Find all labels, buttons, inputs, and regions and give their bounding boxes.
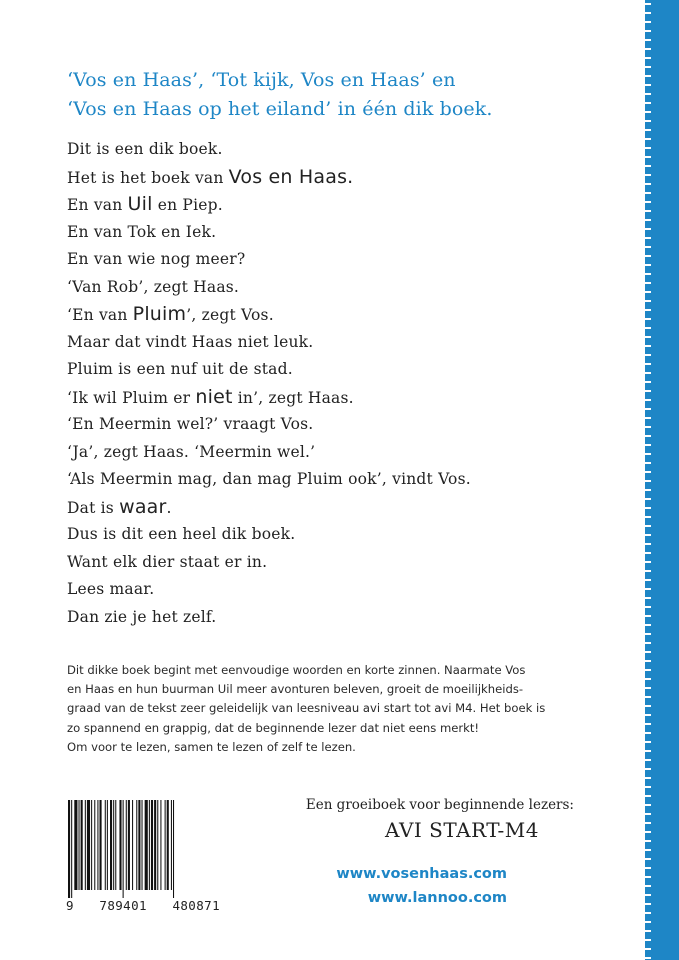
blurb-line: zo spannend en grappig, dat de beginnende lezer dat niet eens merkt! <box>67 720 480 735</box>
poem-text-part: ’, zegt Vos. <box>186 306 274 324</box>
blurb-line: en Haas en hun buurman Uil meer avonturen beleven, groeit de moeilijkheids- <box>67 682 524 697</box>
barcode <box>66 800 222 898</box>
barcode-bar <box>119 800 121 890</box>
barcode-bar <box>165 800 166 890</box>
barcode-bar <box>126 800 127 890</box>
barcode-bar <box>68 800 70 898</box>
isbn-group-1: 789401 <box>99 898 147 913</box>
poem-line <box>67 549 627 577</box>
poem-line <box>67 274 627 302</box>
poem-line <box>67 384 627 412</box>
poem-line <box>67 604 627 632</box>
website-link-vosenhaas[interactable]: www.vosenhaas.com <box>336 866 507 882</box>
poem-text-part: ‘Ja’, zegt Haas. ‘Meermin wel.’ <box>67 442 316 461</box>
barcode-bar <box>157 800 158 890</box>
poem-text-part: ‘En van <box>67 306 133 324</box>
barcode-bar <box>145 800 148 890</box>
poem-line <box>67 439 627 467</box>
poem-text-part: Lees maar. <box>67 580 155 598</box>
spine-torn-edge <box>645 0 651 960</box>
barcode-bar <box>151 800 153 890</box>
avi-level: AVI START-M4 <box>385 818 539 842</box>
barcode-bar <box>173 800 174 898</box>
poem-text-part: En van Tok en Iek. <box>67 222 217 241</box>
barcode-bar <box>154 800 156 890</box>
poem-line <box>67 329 627 357</box>
barcode-bar <box>81 800 83 890</box>
barcode-bar <box>128 800 130 890</box>
poem-text-part: Dan zie je het zelf. <box>67 607 217 626</box>
poem-emphasis-word: Uil <box>127 193 153 215</box>
barcode-bar <box>160 800 161 890</box>
barcode-bar <box>97 800 98 890</box>
poem-line <box>67 576 627 604</box>
barcode-bar <box>123 800 124 898</box>
barcode-bar <box>79 800 80 890</box>
poem-text-part: Dit is een dik boek. <box>67 140 223 158</box>
poem-line <box>67 521 627 549</box>
poem-text-part: Maar dat vindt Haas niet leuk. <box>67 332 314 351</box>
website-link-lannoo[interactable]: www.lannoo.com <box>367 890 507 906</box>
spine-band <box>649 0 679 960</box>
poem-text-part: Dus is dit een heel dik boek. <box>67 525 296 543</box>
isbn-number <box>66 898 220 913</box>
poem-line <box>67 191 627 219</box>
poem-text-part: en Piep. <box>152 196 223 214</box>
poem-text-part: ‘Van Rob’, zegt Haas. <box>67 277 240 296</box>
barcode-bar <box>100 800 102 890</box>
barcode-bar <box>149 800 150 890</box>
poem-line <box>67 246 627 274</box>
barcode-bar <box>74 800 77 890</box>
barcode-bar <box>107 800 108 890</box>
poem-line <box>67 411 627 439</box>
barcode-bar <box>142 800 143 890</box>
barcode-bar <box>132 800 133 890</box>
poem-text-part: in’, zegt Haas. <box>232 388 354 407</box>
isbn-prefix: 9 <box>66 898 74 913</box>
poem-text-part: ‘En Meermin wel?’ vraagt Vos. <box>67 415 314 433</box>
poem-line <box>67 136 627 164</box>
poem-line <box>67 219 627 247</box>
poem-emphasis-word: waar <box>119 495 167 518</box>
barcode-bar <box>94 800 95 890</box>
poem-line <box>67 466 627 494</box>
barcode-bar <box>71 800 72 898</box>
barcode-bar <box>167 800 169 890</box>
barcode-bar <box>115 800 116 890</box>
blurb-line: Dit dikke boek begint met eenvoudige woorden en korte zinnen. Naarmate Vos <box>67 663 526 677</box>
barcode-bar <box>87 800 90 890</box>
poem-emphasis-word: niet <box>195 385 233 408</box>
blurb-line: graad van de tekst zeer geleidelijk van leesniveau avi start tot avi M4. Het boek is <box>67 701 546 716</box>
poem-text-part: . <box>166 498 172 517</box>
barcode-bar <box>113 800 114 890</box>
poem-emphasis-word: Vos en Haas. <box>228 165 354 188</box>
blurb-paragraph <box>67 661 627 757</box>
poem-emphasis-word: Pluim <box>132 303 187 325</box>
poem-line <box>67 301 627 329</box>
barcode-bar <box>171 800 172 890</box>
poem-text <box>67 136 627 631</box>
poem-text-part: Want elk dier staat er in. <box>67 552 268 571</box>
barcode-bar <box>138 800 140 890</box>
intro-line-2: ‘Vos en Haas op het eiland’ in één dik boek. <box>67 98 493 120</box>
barcode-bar <box>91 800 92 890</box>
barcode-bar <box>105 800 106 890</box>
barcode-bar <box>85 800 86 890</box>
poem-line <box>67 356 627 384</box>
poem-line <box>67 494 627 522</box>
barcode-bar <box>110 800 112 890</box>
poem-text-part: ‘Ik wil Pluim er <box>67 388 196 407</box>
growbook-label: Een groeiboek voor beginnende lezers: <box>305 797 574 813</box>
poem-text-part: En van <box>67 196 128 214</box>
intro-heading <box>67 66 627 124</box>
poem-text-part: Pluim is een nuf uit de stad. <box>67 360 293 378</box>
poem-text-part: En van wie nog meer? <box>67 250 246 268</box>
poem-text-part: Het is het boek van <box>67 168 229 187</box>
isbn-group-2: 480871 <box>172 898 220 913</box>
poem-line <box>67 164 627 192</box>
poem-text-part: Dat is <box>67 498 120 517</box>
blurb-line: Om voor te lezen, samen te lezen of zelf te lezen. <box>67 739 356 754</box>
barcode-bar <box>136 800 137 890</box>
poem-text-part: ‘Als Meermin mag, dan mag Pluim ook’, vindt Vos. <box>67 470 471 488</box>
intro-line-1: ‘Vos en Haas’, ‘Tot kijk, Vos en Haas’ en <box>67 69 456 91</box>
